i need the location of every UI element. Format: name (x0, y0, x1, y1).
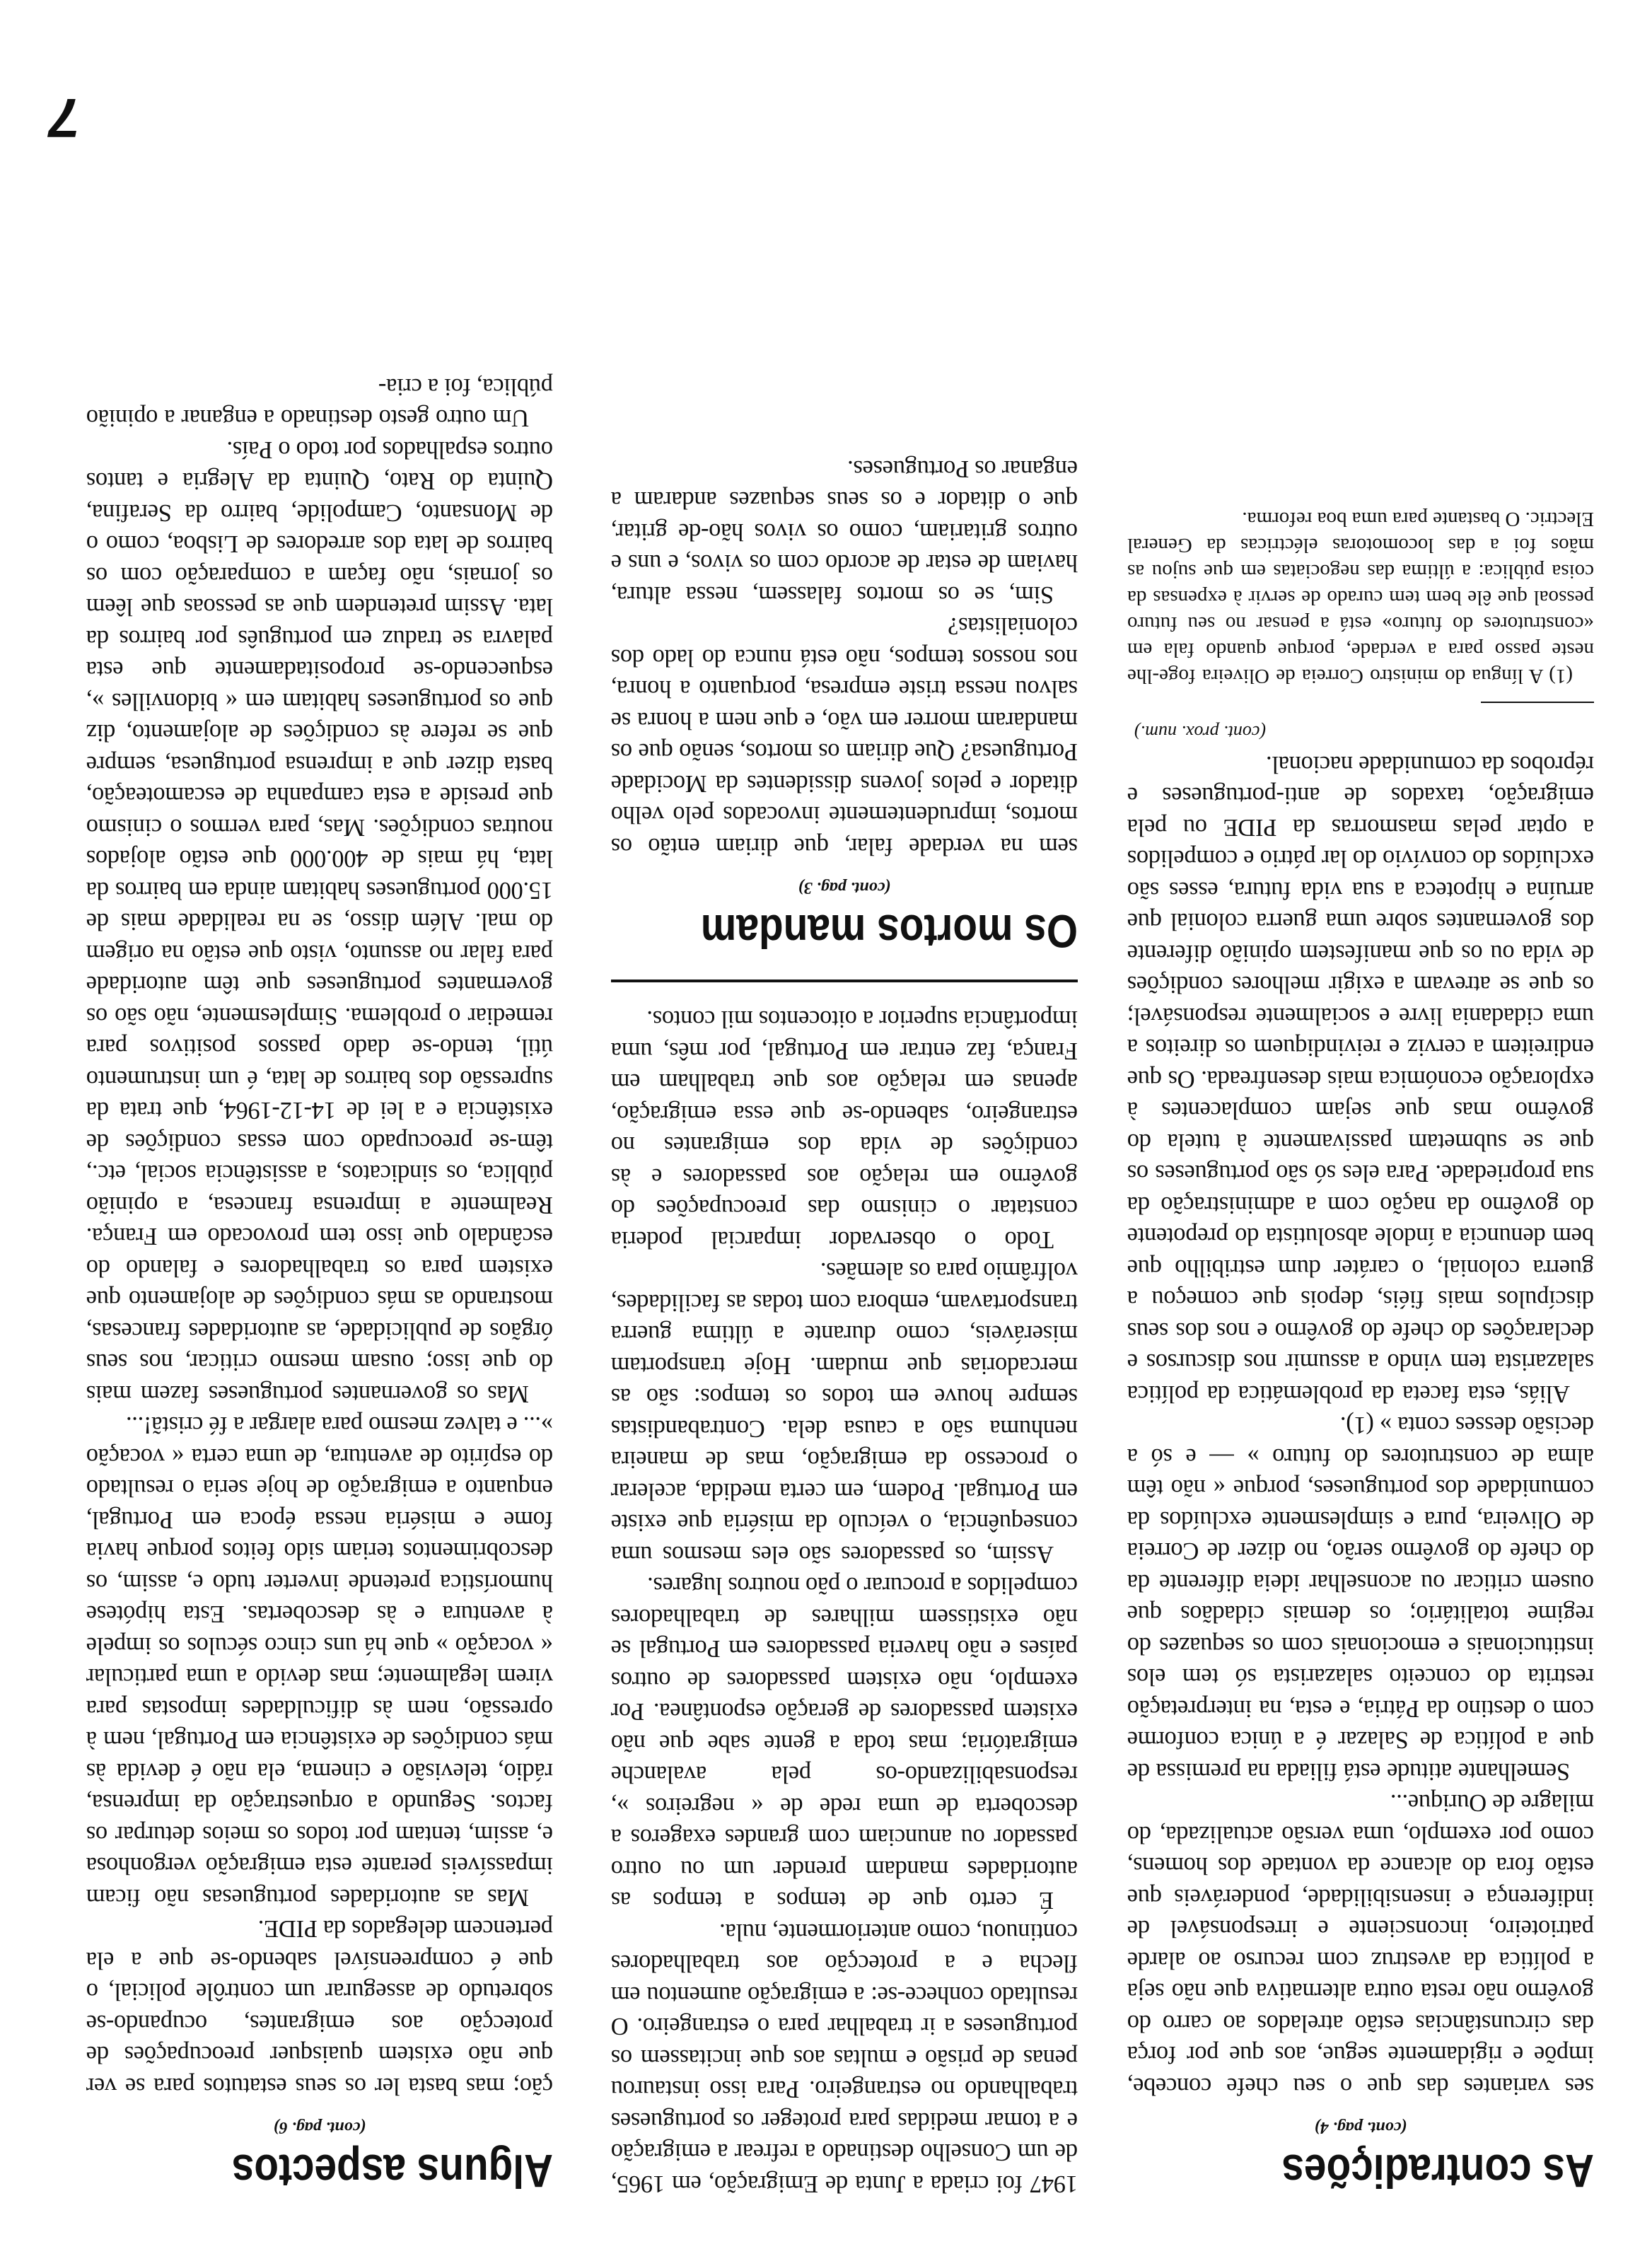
continuation-note: (cont. pag. 4) (1314, 2117, 1407, 2137)
paragraph: 1947 foi criada a Junta de Emigração, em 1965, de um Conselho destinado a refrear a emigração e a tomar medidas para proteger os portugueses trabalhando no estrangeiro. Para isso instaurou penas de prisão e multas aos que incitassem os portugueses a ir trabalhar para o estrangeiro. O resultado conhece-se: a emigração aumentou em flecha e a protecção aos trabalhadores continuou, como anteriormente, nula. (611, 1919, 1078, 2197)
footnote-divider (1481, 702, 1594, 703)
paragraph: É certo que de tempos a tempos as autoridades mandam prender um ou outro passador ou anunciam com grandes exageros a descoberta de uma rede de « negreiros », responsabilizando-os pela avalanche emigratória; mas toda a gente sabe que não existem passadores de geração espontânea. Por exemplo, não existem passadores de outros países e não haveria passadores em Portugal se não existissem milhares de trabalhadores compelidos a procurar o pão noutros lugares. (611, 1572, 1078, 1914)
article-contradicoes (1127, 505, 1594, 2199)
continuation-note: (cont. pag. 3) (798, 878, 891, 897)
article-mortos (611, 453, 1078, 2199)
paragraph: sem na verdade falar, que diriam então os mortos, imprudentemente invocados pelo velho ditador e pelos jovens dissidentes da Mocidade Portuguesa? Que diriam os mortos, senão que os mandaram morrer em vão, e que nem a honra se salvou nessa triste empresa, porquanto a honra, nos nossos tempos, não está nunca do lado dos colonialistas? (611, 612, 1078, 860)
headline-mortos: Os mortos mandam (700, 905, 1078, 958)
article-body (86, 371, 553, 2102)
paragraph: ses variantes das que o seu chefe concebe, impõe e rigidamente segue, aos que por força das circunstâncias estão atrelados ao carro do govêrno não resta outra alternativa que não seja a política da avestruz com recurso ao alarde patrioteiro, inconsciente e irresponsável de indiferença e insensibilidade, ponderáveis que estão fora do alcance da vontade dos homens, como por exemplo, uma versão actualizada, do milagre de Ourique... (1127, 1789, 1594, 2100)
paragraph: Assim, os passadores são eles mesmos uma consequência, o veículo da miséria que existe em Portugal. Podem, em certa medida, acelerar o processo da emigração, mas de maneira nenhuma são a causa dela. Contrabandistas sempre houve em todos os tempos: são as mercadorias que mudam. Hoje transportam miseráveis, como durante a última guerra transportavam, embora com todas as facilidades, volfrâmio para os alemães. (611, 1257, 1078, 1568)
paragraph: Mas as autoridades portuguesas não ficam impassíveis perante esta emigração vergonhosa e, assim, tentam por todos os meios deturpar os factos. Segundo a orquestração da imprensa, rádio, televisão e cinema, ela não é devida às más condições de existência em Portugal, nem à opressão, nem às dificuldades impostas para virem legalmente; mas devido a uma particular « vocação » que há uns cinco séculos os impele à aventura e às descobertas. Esta hipótese humorística pretende inverter tudo e, assim, os descobrimentos teriam sido feitos porque havia fome e miséria nessa época em Portugal, enquanto a emigração de hoje seria o resultado do espírito de aventura, de uma certa « vocação »... e talvez mesmo para alargar a fé cristã!... (86, 1412, 553, 1911)
headline-aspectos: Alguns aspectos (231, 2145, 553, 2197)
paragraph: Todo o observador imparcial poderia constatar o cinismo das preocupações do govêrno em relação aos passadores e às condições de vida dos emigrantes no estrangeiro, sabendo-se que essa emigração, apenas em relação aos que trabalham em França, faz entrar em Portugal, por mês, uma importância superior a oitocentos mil contos. (611, 1006, 1078, 1253)
article-body (1127, 748, 1594, 2102)
article-aspectos (86, 371, 553, 2199)
continuation-note: (cont. pag. 6) (273, 2117, 366, 2137)
paragraph: Mas os governantes portugueses fazem mais do que isso; ousam mesmo criticar, nos seus órgãos de publicidade, as autoridades francesas, mostrando as más condições de alojamento que existem para os trabalhadores e falando do escândalo que isso tem provocado em França. Realmente a imprensa francesa, a opinião pública, os sindicatos, a assistência social, etc., têm-se preocupado com essas condições de existência e a lei de 14-12-1964, que trata da supressão dos bairros de lata, é um instrumento útil, tendo-se dado passos positivos para remediar o problema. Simplesmente, não são os governantes portugueses que têm autoridade para falar no assunto, visto que estão na origem do mal. Além disso, se na realidade mais de 15.000 portugueses habitam ainda em bairros da lata, há mais de 400.000 que estão alojados noutras condições. Mas, para vermos o cinismo que preside a esta campanha de escamoteação, basta dizer que a imprensa portuguesa, sempre que se refere às condições de alojamento, diz que os portugueses habitam em « bidonvilles », esquecendo-se propositadamente que esta palavra se traduz em português por bairros da lata. Assim pretendem que as pessoas que lêem os jornais, não façam a comparação com os bairros de lata dos arredores de Lisboa, como o de Monsanto, Campolide, bairro da Serafina, Quinta do Rato, Quinta da Alegria e tantos outros espalhados por todo o País. (86, 436, 553, 1407)
headline-contradicoes: As contradições (1281, 2145, 1594, 2197)
paragraph: Semelhante atitude está filiada na premissa de que a política de Salazar é a única conforme com o destino da Pátria, e esta, na interpretação restrita do conceito salazarista só tem elos institucionais e emocionais com os sequazes do regime totalitário; os demais cidadãos que ousem criticar ou aconselhar ideia diferente da do chefe do govêrno serão, no dizer de Correia de Oliveira, pura e simplesmente excluídos da comunidade dos portugueses, porque « não têm alma de construtores do futuro » — e só a decisão desses conta » (1). (1127, 1412, 1594, 1785)
paragraph: Aliás, esta faceta da problemática da política salazarista tem vindo a assumir nos discursos e declarações do chefe do govêrno e nos dos seus discípulos mais fiéis, depois que começou a guerra colonial, o caráter dum estribilho que bem denuncia a índole absolutista do prepotente do govêrno da nação com a administração da sua propriedade. Para eles só são portugueses os que se submetam passivamente à tutela do govêrno mas que sejam complacentes à exploração económica mais desenfreada. Os que endireitem a cerviz e reivindiquem os direitos a uma cidadania livre e socialmente responsável; os que se atrevam a exigir melhores condições de vida ou os que manifestem opinião diferente dos governantes sobre uma guerra colonial que arruína e hipoteca a sua vida futura, esses são excluídos do convívio do lar pátrio e compelidos a optar pelas masmorras da PIDE ou pela emigração, taxados de anti-portugueses e réprobos da comunidade nacional. (1127, 750, 1594, 1407)
section-divider (611, 980, 1078, 982)
footnote: (1) A língua do ministro Correia de Oliveira foge-lhe neste passo para a verdade, porque quando fala em «construtores do futuro» está a pensar no seu futuro pessoal que êle bem tem curado de servir à expensas da coisa pública: a última das negociatas em que sujou as mãos foi a das locomotoras eléctricas da General Electric. O bastante para uma boa reforma. (1127, 507, 1594, 688)
paragraph: ção; mas basta ler os seus estatutos para se ver que não existem quaisquer preocupações de protecção aos emigrantes, ocupando-se sobretudo de assegurar um contrôle policial, o que é compreensível sabendo-se que a ela pertencem delegados da PIDE. (86, 1915, 553, 2100)
paragraph: Um outro gesto destinado a enganar a opinião pública, foi a cria- (86, 373, 553, 432)
page-number: 7 (50, 87, 81, 149)
article-body (611, 1004, 1078, 2199)
continuation-note: (cont. prox. num.) (1134, 722, 1267, 743)
paragraph: Sim, se os mortos falassem, nessa altura, haviam de estar de acordo com os vivos, e uns e outros gritariam, como os vivos hão-de gritar, que o ditador e os seus sequazes andaram a enganar os Portugueses. (611, 455, 1078, 608)
article-body (611, 453, 1078, 862)
